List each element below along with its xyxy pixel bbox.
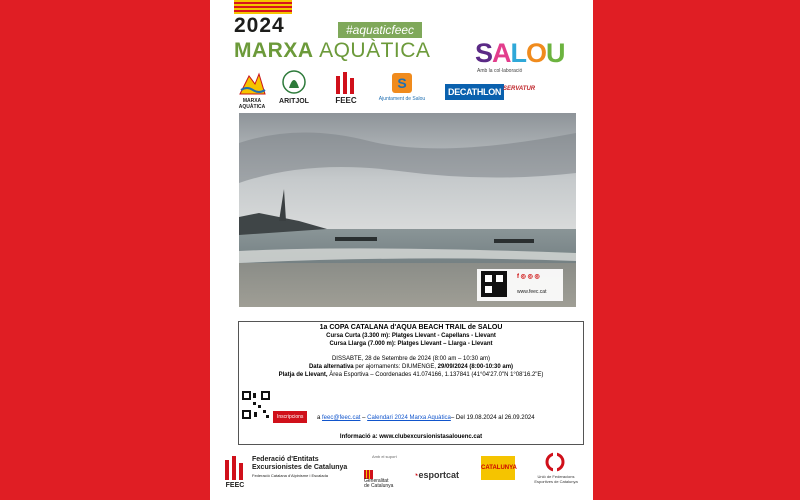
salou-logo: [475, 38, 565, 69]
esport-swoosh-icon: ◔: [413, 470, 419, 480]
photo-website: www.feec.cat: [517, 289, 547, 295]
alternative-date: [239, 363, 583, 371]
registration-qr-code: [241, 390, 271, 420]
salou-s-icon: [391, 72, 413, 94]
logo-caption: MARXA AQUÀTICA: [238, 98, 266, 110]
feec-logo: [328, 70, 364, 105]
catalunya-logo: CATALUNYA: [481, 456, 515, 480]
feec-footer-icon: [222, 454, 248, 488]
hashtag-label: #aquaticfeec: [338, 22, 422, 38]
poster-year: 2024: [234, 14, 285, 37]
aritjol-logo: [276, 70, 312, 105]
gen-line2: de Catalunya: [364, 483, 394, 489]
feec-name: [252, 456, 347, 480]
poster-title: [234, 39, 430, 63]
social-icons: f ◎ ◎ ◎: [517, 274, 540, 280]
ufec-line2: Esportives de Catalunya: [534, 479, 578, 484]
course-long: Cursa Llarga (7.000 m): Platges Llevant – Llarga - Llevant: [329, 341, 493, 347]
organizer-logos: [232, 70, 442, 110]
contact-line: [317, 415, 535, 421]
alt-date: 29/09/2024 (8:00-10:30 am): [437, 364, 514, 370]
inscripcions-button[interactable]: Inscripcions: [273, 411, 307, 423]
salou-letter: L: [510, 38, 527, 68]
feec-line2: Excursionistes de Catalunya: [252, 464, 348, 471]
info-website: Informació a: www.clubexcursionistasalouenc.cat: [339, 434, 483, 440]
email-link[interactable]: feec@feec.cat: [322, 415, 361, 421]
marxa-aquatica-logo: [234, 70, 270, 110]
feec-mountain-icon: [332, 70, 360, 94]
title-second: AQUÀTICA: [319, 39, 431, 62]
event-date: DISSABTE, 28 de Setembre de 2024 (8:00 am – 10:30 am): [331, 356, 491, 362]
ufec-line1: Unió de Federacions: [537, 474, 575, 479]
footer-sponsors: [210, 446, 593, 500]
event-location: [239, 371, 583, 379]
salou-letter: U: [546, 38, 565, 68]
logo-caption: Ajuntament de Salou: [378, 96, 426, 102]
title-main: MARXA: [234, 39, 313, 62]
course-short: Cursa Curta (3.300 m): Platges Llevant - Capellans - Llevant: [326, 333, 496, 339]
support-label: Amb el suport: [372, 454, 397, 459]
ufec-icon: [544, 452, 566, 472]
calendar-link[interactable]: Calendari 2024 Marxa Aquàtica: [367, 415, 451, 421]
salou-letter: A: [492, 38, 511, 68]
feec-line3: Federació Catalana d'Alpinisme i Escalada: [252, 473, 328, 478]
aritjol-icon: [281, 70, 307, 96]
ufec-logo: [526, 474, 586, 484]
ajuntament-salou-logo: [372, 72, 432, 102]
generalitat-logo: [364, 470, 393, 489]
beach-photo: [239, 113, 576, 307]
event-info-box: [238, 321, 584, 445]
esport-label: esportcat: [418, 470, 459, 480]
catalan-flag-stripes: [234, 0, 292, 14]
svg-text:S: S: [397, 75, 407, 91]
salou-letter: O: [526, 38, 547, 68]
alt-mid: per ajornaments: DIUMENGE,: [353, 364, 438, 370]
marxa-aquatica-icon: [237, 70, 267, 96]
salou-tagline: Amb la col·laboració: [477, 68, 523, 74]
alt-label: Data alternativa: [308, 364, 354, 370]
logo-caption: FEEC: [335, 96, 357, 105]
feec-short-label: FEEC: [225, 482, 245, 488]
mail-sep: –: [360, 415, 368, 421]
gen-line1: Generalitat: [364, 478, 389, 484]
place-name: Platja de Llevant,: [278, 372, 328, 378]
servatur-logo: SERVATUR: [503, 86, 536, 92]
event-heading: 1a COPA CATALANA d'AQUA BEACH TRAIL de SALOU: [319, 324, 503, 331]
feec-line1: Federació d'Entitats: [252, 456, 319, 463]
place-coords: Àrea Esportiva – Coordenades 41.074166, 1.137841 (41°04'27.0"N 1°08'16.2"E): [327, 372, 544, 378]
decathlon-logo: DECATHLON: [445, 84, 504, 100]
logo-caption: ARITJOL: [279, 98, 309, 105]
esportcat-logo: [413, 470, 459, 480]
poster: [210, 0, 593, 500]
mail-prefix: a: [317, 415, 323, 421]
mail-dates: – Del 19.08.2024 al 26.09.2024: [450, 415, 535, 421]
salou-letter: S: [475, 38, 493, 68]
